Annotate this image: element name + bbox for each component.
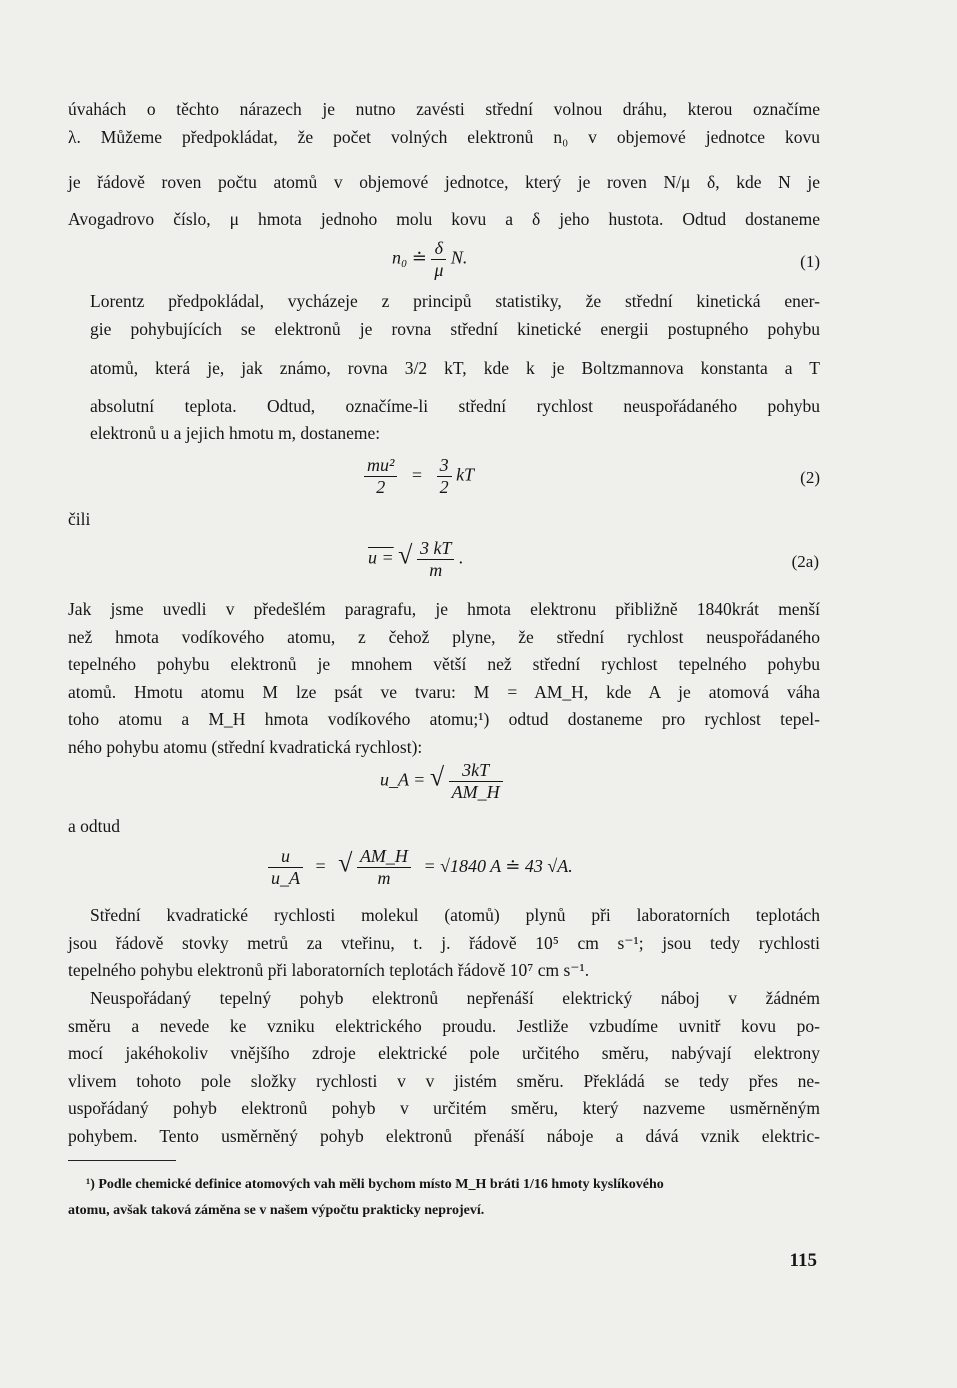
eq-fraction bbox=[417, 538, 455, 581]
eq-rhs: = √1840 A ≐ 43 √A. bbox=[423, 855, 573, 876]
fraction-denominator: AM_H bbox=[451, 782, 500, 802]
sqrt-icon: √ bbox=[338, 848, 353, 878]
text-line: Neuspořádaný tepelný pohyb elektronů nepřenáší elektrický náboj v žádném bbox=[90, 988, 820, 1008]
eq-rhs: kT bbox=[456, 464, 475, 485]
fraction-numerator: AM_H bbox=[357, 846, 411, 868]
fraction-denominator: 2 bbox=[376, 477, 386, 497]
connector-word: čili bbox=[68, 509, 91, 529]
equation-4 bbox=[268, 846, 573, 889]
text-line: Lorentz předpokládal, vycházeje z principů statistiky, že střední kinetická ener- bbox=[90, 291, 820, 311]
text-line: atomů. Hmotu atomu M lze psát ve tvaru: M = AM_H, kde A je atomová váha bbox=[68, 681, 820, 702]
footnote bbox=[68, 1172, 820, 1224]
footnote-line: atomu, avšak taková záměna se v našem výpočtu prakticky neprojeví. bbox=[68, 1203, 485, 1218]
text-line: tepelného pohybu elektronů při laboratorních teplotách řádově 10⁷ cm s⁻¹. bbox=[68, 960, 590, 980]
fraction-numerator: 3kT bbox=[449, 760, 503, 782]
fraction-denominator: m bbox=[377, 868, 391, 888]
text-line: Jak jsme uvedli v předešlém paragrafu, je hmota elektronu přibližně 1840krát menší bbox=[68, 599, 820, 619]
text-line: vlivem tohoto pole složky rychlosti v v jistém směru. Překládá se tedy přes ne- bbox=[68, 1070, 820, 1091]
eq-fraction bbox=[437, 455, 452, 498]
fraction-numerator: 3 kT bbox=[417, 538, 455, 560]
paragraph-3 bbox=[68, 596, 820, 761]
equals-sign: = bbox=[411, 464, 423, 485]
sqrt-icon: √ bbox=[398, 540, 413, 570]
text-line: gie pohybujících se elektronů je rovna střední kinetické energii postupného pohybu bbox=[90, 318, 820, 339]
eq-fraction bbox=[449, 760, 503, 803]
eq-lhs: u = bbox=[368, 547, 394, 568]
paragraph-1 bbox=[68, 96, 820, 233]
eq-fraction bbox=[357, 846, 411, 889]
text-line: ného pohybu atomu (střední kvadratická rychlost): bbox=[68, 736, 423, 757]
eq-fraction bbox=[268, 846, 303, 889]
fraction-denominator: μ bbox=[434, 260, 444, 280]
text-line: úvahách o těchto nárazech je nutno zavésti střední volnou dráhu, kterou označíme bbox=[68, 99, 820, 119]
text-line: elektronů u a jejich hmotu m, dostaneme: bbox=[90, 423, 381, 443]
text-line: je řádově roven počtu atomů v objemové jednotce, který je roven N/μ δ, kde N je bbox=[68, 172, 820, 192]
text-line: než hmota vodíkového atomu, z čehož plyne, že střední rychlost neuspořádaného bbox=[68, 626, 820, 647]
connector-word: a odtud bbox=[68, 816, 121, 836]
text-line: atomů, která je, jak známo, rovna 3/2 kT, kde k je Boltzmannova konstanta a T bbox=[90, 358, 820, 378]
equation-2a bbox=[368, 538, 463, 581]
eq-fraction bbox=[431, 238, 446, 281]
fraction-numerator: 3 bbox=[437, 455, 452, 477]
equation-3 bbox=[380, 760, 503, 803]
footnote-line: ¹) Podle chemické definice atomových vah měli bychom místo M_H bráti 1/16 hmoty kyslíkového bbox=[86, 1177, 664, 1192]
eq-lhs: u_A = bbox=[380, 769, 426, 790]
page-number: 115 bbox=[789, 1250, 817, 1271]
text-line: mocí jakéhokoliv vnějšího zdroje elektrické pole určitého směru, nabývají elektrony bbox=[68, 1043, 820, 1063]
fraction-numerator: mu² bbox=[364, 455, 397, 477]
text-line: Střední kvadratické rychlosti molekul (atomů) plynů při laboratorních teplotách bbox=[90, 905, 820, 925]
equation-number: (2) bbox=[800, 468, 820, 487]
fraction-denominator: m bbox=[429, 560, 443, 580]
fraction-denominator: 2 bbox=[439, 477, 449, 497]
paragraph-4 bbox=[68, 902, 820, 985]
text-line: uspořádaný pohyb elektronů pohyb v určitém směru, který nazveme usměrněným bbox=[68, 1098, 820, 1118]
text-line: tepelného pohybu elektronů je mnohem větší než střední rychlost tepelného pohybu bbox=[68, 654, 820, 674]
fraction-numerator: δ bbox=[431, 238, 446, 260]
text-line: λ. Můžeme předpokládat, že počet volných elektronů n₀ v objemové jednotce kovu bbox=[68, 126, 820, 147]
equals-sign: = bbox=[315, 855, 326, 876]
text-line: pohybem. Tento usměrněný pohyb elektronů přenáší náboje a dává vznik elektric- bbox=[68, 1125, 820, 1146]
equation-number: (1) bbox=[800, 252, 820, 271]
text-line: směru a nevede ke vzniku elektrického proudu. Jestliže vzbudíme uvnitř kovu po- bbox=[68, 1015, 820, 1036]
paragraph-5 bbox=[68, 985, 820, 1150]
equation-1 bbox=[392, 238, 467, 281]
eq-rhs: N. bbox=[450, 247, 468, 268]
fraction-numerator: u bbox=[268, 846, 303, 868]
eq-fraction bbox=[364, 455, 397, 498]
paragraph-2 bbox=[68, 288, 820, 448]
text-line: Avogadrovo číslo, μ hmota jednoho molu kovu a δ jeho hustota. Odtud dostaneme bbox=[68, 208, 820, 229]
sqrt-icon: √ bbox=[429, 762, 445, 792]
equation-number: (2a) bbox=[791, 552, 819, 571]
text-line: jsou řádově stovky metrů za vteřinu, t. j. řádově 10⁵ cm s⁻¹; jsou tedy rychlosti bbox=[68, 932, 820, 953]
fraction-denominator: u_A bbox=[271, 868, 300, 888]
equation-2 bbox=[364, 455, 474, 498]
eq-lhs: n₀ ≐ bbox=[392, 247, 427, 268]
footnote-divider bbox=[68, 1160, 176, 1161]
eq-rhs: . bbox=[458, 547, 464, 568]
text-line: absolutní teplota. Odtud, označíme-li střední rychlost neuspořádaného pohybu bbox=[90, 395, 820, 416]
text-line: toho atomu a M_H hmota vodíkového atomu;¹) odtud dostaneme pro rychlost tepel- bbox=[68, 709, 820, 729]
